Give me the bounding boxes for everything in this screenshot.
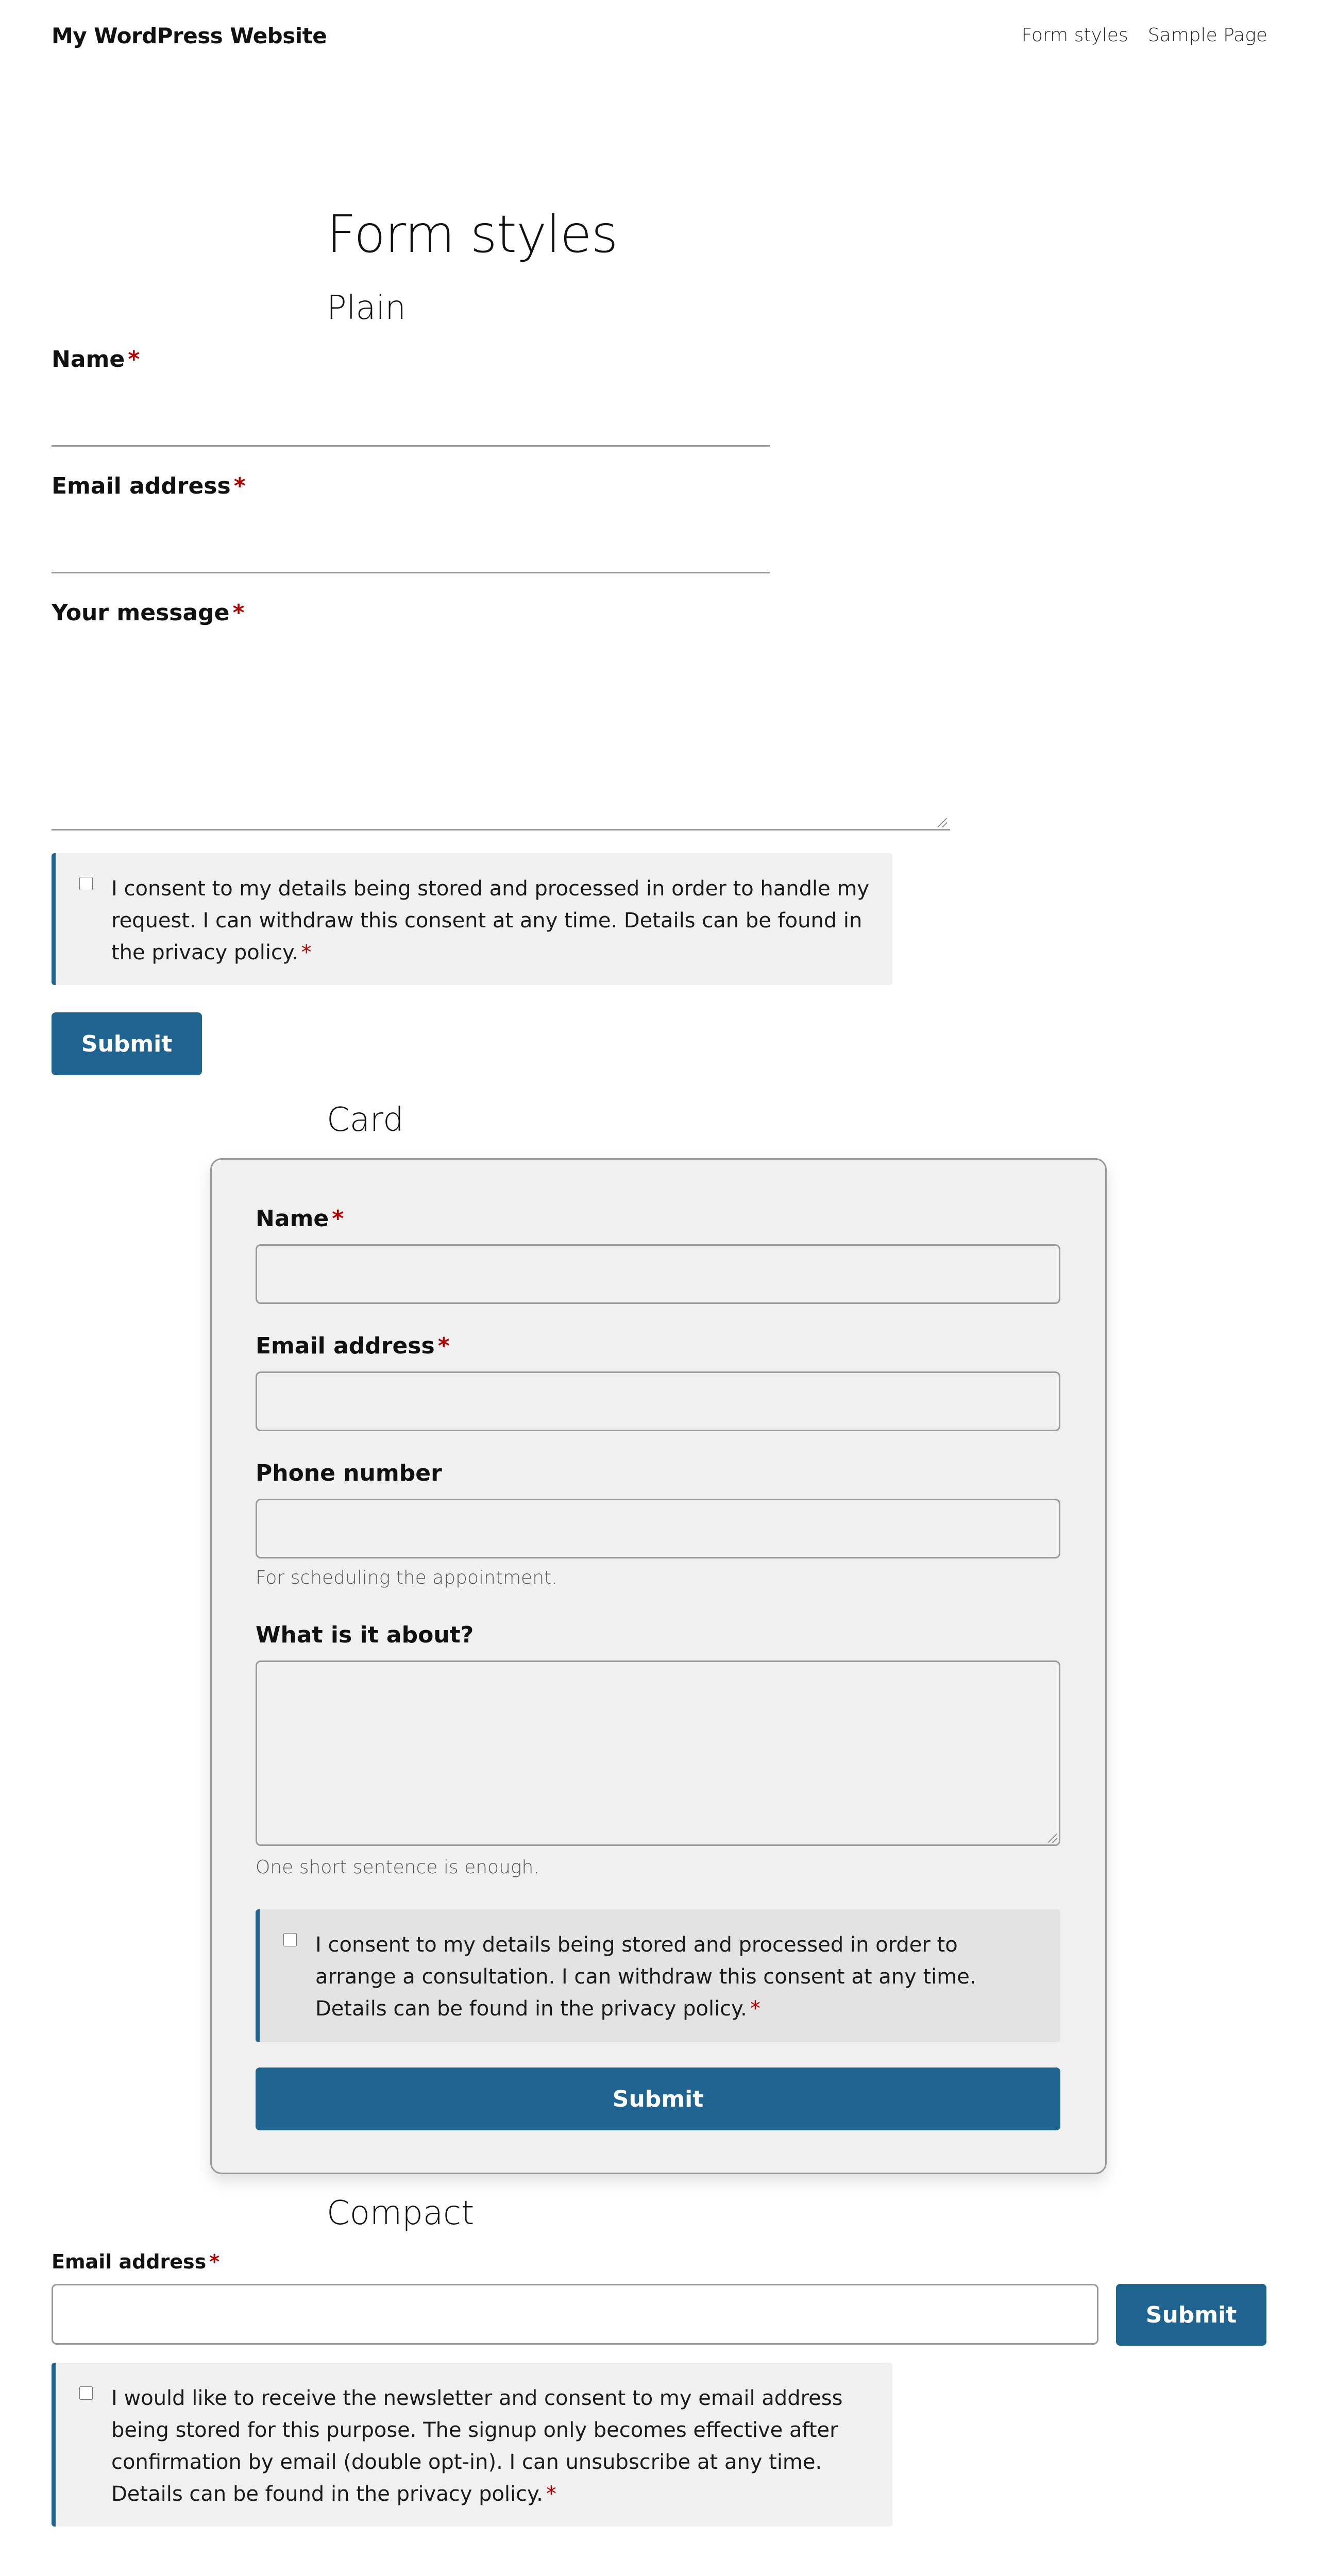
- plain-email-label: Email address *: [52, 473, 246, 499]
- section-heading-card: Card: [327, 1101, 404, 1139]
- compact-email-label: Email address *: [52, 2250, 220, 2273]
- required-marker: *: [301, 941, 312, 964]
- primary-nav: [1021, 25, 1267, 46]
- section-heading-compact: Compact: [327, 2194, 475, 2232]
- card-about-wrapper: [256, 1660, 1060, 1846]
- required-marker: *: [546, 2482, 556, 2506]
- card-about-help: One short sentence is enough.: [256, 1857, 539, 1878]
- plain-message-textarea[interactable]: [52, 652, 950, 831]
- card-name-label: Name *: [256, 1206, 344, 1232]
- card-phone-input[interactable]: [256, 1499, 1060, 1558]
- plain-name-input[interactable]: [52, 408, 770, 447]
- card-consent-checkbox[interactable]: [283, 1933, 297, 1946]
- required-marker: *: [233, 473, 246, 499]
- card-consent-box: [256, 1909, 1060, 2042]
- compact-consent-checkbox[interactable]: [79, 2386, 93, 2400]
- plain-message-wrapper: [52, 652, 948, 828]
- required-marker: *: [232, 600, 245, 626]
- site-title[interactable]: My WordPress Website: [52, 23, 327, 48]
- card-submit-button[interactable]: Submit: [256, 2067, 1060, 2130]
- page-title: Form styles: [327, 204, 618, 264]
- plain-consent-checkbox[interactable]: [79, 877, 93, 890]
- required-marker: *: [437, 1333, 450, 1359]
- plain-consent-box: [52, 853, 892, 985]
- card-email-label: Email address *: [256, 1333, 450, 1359]
- compact-submit-button[interactable]: Submit: [1116, 2284, 1266, 2346]
- plain-email-input[interactable]: [52, 535, 770, 573]
- required-marker: *: [209, 2250, 220, 2273]
- plain-message-label: Your message *: [52, 600, 245, 626]
- plain-name-label: Name *: [52, 346, 140, 372]
- card-email-input[interactable]: [256, 1371, 1060, 1431]
- required-marker: *: [750, 1997, 760, 2021]
- card-phone-label: Phone number: [256, 1460, 442, 1486]
- plain-consent-text: I consent to my details being stored and processed in order to handle my request. I can withdraw this consent at any time. Details can be found in the privacy policy. *: [111, 877, 870, 964]
- required-marker: *: [332, 1206, 344, 1232]
- resize-handle-icon[interactable]: [938, 818, 947, 827]
- plain-submit-button[interactable]: Submit: [52, 1012, 202, 1075]
- compact-consent-text: I would like to receive the newsletter and consent to my email address being stored for this purpose. The signup only becomes effective after confirmation by email (double opt-in). I can unsubscribe at any time. Details can be found in the privacy policy. *: [111, 2386, 843, 2506]
- card-about-label: What is it about?: [256, 1622, 474, 1648]
- compact-consent-box: [52, 2363, 892, 2527]
- card-consent-text: I consent to my details being stored and processed in order to arrange a consultation. I can withdraw this consent at any time. Details can be found in the privacy policy. *: [315, 1933, 976, 2021]
- required-marker: *: [128, 346, 140, 372]
- compact-email-input[interactable]: [52, 2284, 1098, 2345]
- card-phone-help: For scheduling the appointment.: [256, 1567, 557, 1588]
- section-heading-plain: Plain: [327, 289, 406, 327]
- card-name-input[interactable]: [256, 1244, 1060, 1304]
- resize-handle-icon[interactable]: [1048, 1834, 1057, 1843]
- card-about-textarea[interactable]: [256, 1660, 1060, 1846]
- nav-item-sample-page[interactable]: Sample Page: [1147, 25, 1267, 46]
- nav-item-form-styles[interactable]: Form styles: [1021, 25, 1128, 46]
